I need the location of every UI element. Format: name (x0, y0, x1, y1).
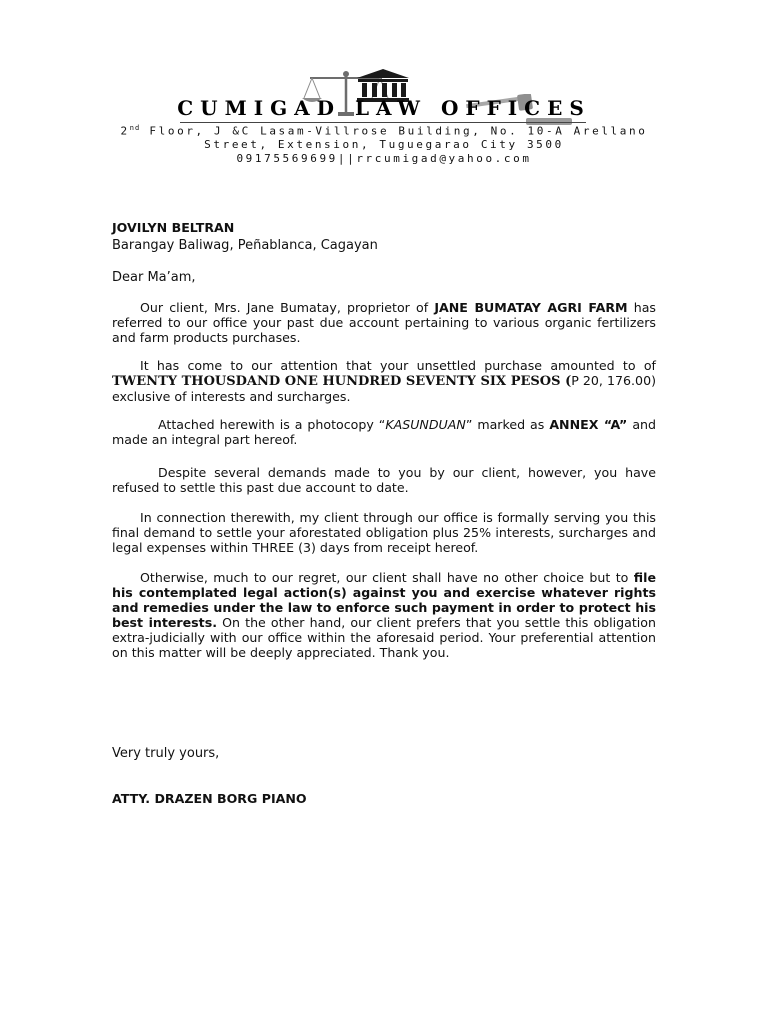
paragraph-2-text: It has come to our attention that your unsettled purchase amounted to of (140, 358, 656, 373)
paragraph-2-rest: exclusive of interests and surcharges. (112, 389, 351, 404)
paragraph-6-rest: On the other hand, our client prefers that you settle this obligation extra-judicially with our office within the aforesaid period. Your preferential attention on this matter will be deeply appreciated. Thank you. (112, 615, 656, 660)
address-line-1 (0, 124, 768, 138)
annex-label: ANNEX “A” (549, 417, 628, 432)
signatory-name: ATTY. DRAZEN BORG PIANO (112, 791, 307, 806)
paragraph-1-rest: has referred to our office your past due account pertaining to various organic fertilizers and farm products purchases. (112, 300, 656, 345)
address-line-1-text: Floor, J &C Lasam-Villrose Building, No. 10-A Arellano (140, 124, 648, 138)
contact-line: 09175569699||rrcumigad@yahoo.com (236, 152, 532, 165)
amount-in-words: TWENTY THOUSDAND ONE HUNDRED SEVENTY SIX PESOS ( (112, 374, 572, 389)
amount-in-figures: P 20, 176.00) (571, 373, 656, 388)
paragraph-1 (112, 300, 656, 345)
paragraph-3-text: Attached herewith is a photocopy “ (158, 417, 386, 432)
letterhead-divider (180, 122, 586, 123)
paragraph-6 (112, 570, 656, 660)
firm-name: CUMIGAD LAW OFFICES (177, 96, 591, 120)
paragraph-3-mid: ” marked as (465, 417, 550, 432)
paragraph-4: Despite several demands made to you by our client, however, you have refused to settle this past due account to date. (112, 465, 656, 495)
paragraph-2 (112, 358, 656, 404)
paragraph-3-rest: and made an integral part hereof. (112, 417, 657, 447)
farm-name: JANE BUMATAY AGRI FARM (434, 300, 628, 315)
salutation: Dear Ma’am, (112, 270, 196, 285)
paragraph-1-text: Our client, Mrs. Jane Bumatay, proprietor of (140, 300, 435, 315)
floor-number: 2 (120, 124, 130, 138)
paragraph-3 (112, 417, 656, 447)
recipient-address: Barangay Baliwag, Peñablanca, Cagayan (112, 238, 378, 253)
paragraph-6-text: Otherwise, much to our regret, our client shall have no other choice but to (140, 570, 634, 585)
address-line-2: Street, Extension, Tuguegarao City 3500 (204, 138, 564, 151)
document-title: KASUNDUAN (385, 417, 466, 432)
paragraph-5: In connection therewith, my client through our office is formally serving you this final demand to settle your aforestated obligation plus 25% interests, surcharges and legal expenses within THREE (3) days from receipt hereof. (112, 510, 656, 555)
letterhead (0, 60, 768, 180)
legal-action-warning: file his contemplated legal action(s) against you and exercise whatever rights and remedies under the law to enforce such payment in order to protect his best interests. (112, 570, 656, 630)
recipient-name: JOVILYN BELTRAN (112, 220, 235, 235)
floor-suffix: nd (129, 124, 141, 132)
closing: Very truly yours, (112, 746, 220, 761)
letter-body (112, 220, 656, 806)
